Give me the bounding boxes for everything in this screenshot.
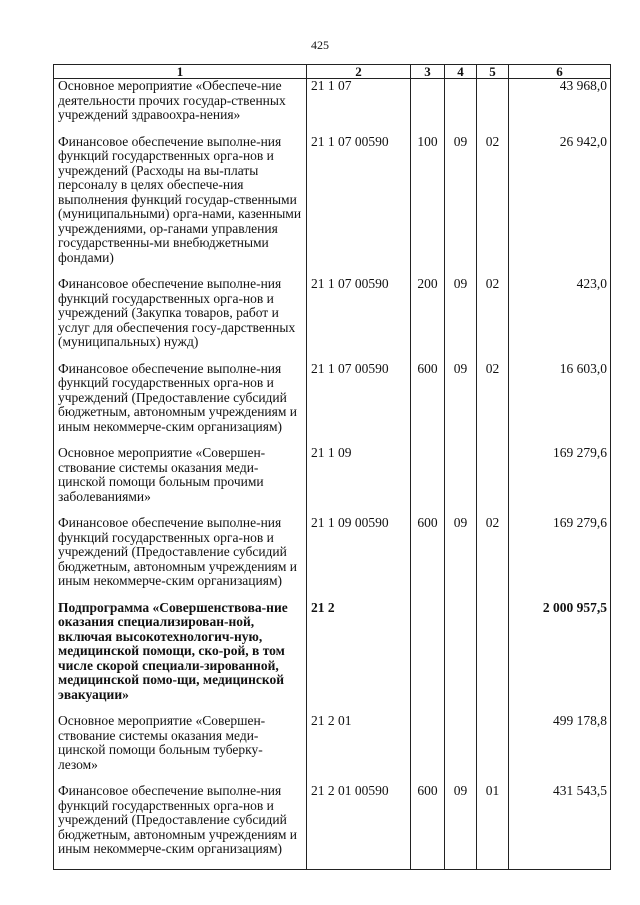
header-col-2: 2 <box>307 65 411 79</box>
row-code: 21 1 07 00590 <box>307 135 411 278</box>
row-name: Основное мероприятие «Совершен-ствование системы оказания меди-цинской помощи больным прочими заболеваниями» <box>54 446 307 516</box>
row-col4: 09 <box>445 277 477 362</box>
row-name: Финансовое обеспечение выполне-ния функций государственных орга-нов и учреждений (Закупка товаров, работ и услуг для обеспечения госу-дарственных (муниципальных) нужд) <box>54 277 307 362</box>
row-code: 21 1 09 00590 <box>307 516 411 601</box>
row-amount: 26 942,0 <box>509 135 611 278</box>
row-amount: 43 968,0 <box>509 79 611 135</box>
row-col3 <box>411 714 445 784</box>
row-amount: 499 178,8 <box>509 714 611 784</box>
table-row <box>54 714 611 784</box>
row-name: Финансовое обеспечение выполне-ния функций государственных орга-нов и учреждений (Предоставление субсидий бюджетным, автономным учреждениям и иным некоммерче-ским организациям) <box>54 362 307 447</box>
table-row <box>54 784 611 869</box>
row-col5: 02 <box>477 516 509 601</box>
row-col5 <box>477 79 509 135</box>
row-col3 <box>411 446 445 516</box>
row-col4 <box>445 714 477 784</box>
header-col-1: 1 <box>54 65 307 79</box>
row-code: 21 1 07 <box>307 79 411 135</box>
row-amount: 423,0 <box>509 277 611 362</box>
row-name: Финансовое обеспечение выполне-ния функций государственных орга-нов и учреждений (Предоставление субсидий бюджетным, автономным учреждениям и иным некоммерче-ским организациям) <box>54 516 307 601</box>
row-col5: 02 <box>477 362 509 447</box>
row-col4 <box>445 446 477 516</box>
row-col4: 09 <box>445 362 477 447</box>
row-name: Финансовое обеспечение выполне-ния функций государственных орга-нов и учреждений (Предоставление субсидий бюджетным, автономным учреждениям и иным некоммерче-ским организациям) <box>54 784 307 869</box>
row-col5 <box>477 446 509 516</box>
header-col-3: 3 <box>411 65 445 79</box>
row-name: Подпрограмма «Совершенствова-ние оказания специализирован-ной, включая высокотехнологич-ную, медицинской помощи, ско-рой, в том числе скорой специали-зированной, медицинской помо-щи, медицинской эвакуации» <box>54 601 307 715</box>
budget-table <box>53 64 611 870</box>
row-code: 21 1 07 00590 <box>307 362 411 447</box>
table-row <box>54 277 611 362</box>
row-col3 <box>411 79 445 135</box>
row-col4: 09 <box>445 516 477 601</box>
row-code: 21 1 09 <box>307 446 411 516</box>
row-amount: 169 279,6 <box>509 516 611 601</box>
row-col3: 600 <box>411 362 445 447</box>
table-row <box>54 135 611 278</box>
row-amount: 431 543,5 <box>509 784 611 869</box>
row-amount: 16 603,0 <box>509 362 611 447</box>
row-col3: 200 <box>411 277 445 362</box>
row-col5: 01 <box>477 784 509 869</box>
row-col4: 09 <box>445 135 477 278</box>
page-number: 425 <box>311 38 329 52</box>
header-col-4: 4 <box>445 65 477 79</box>
row-col5 <box>477 714 509 784</box>
row-code: 21 1 07 00590 <box>307 277 411 362</box>
row-code: 21 2 01 00590 <box>307 784 411 869</box>
table-row <box>54 362 611 447</box>
row-col4 <box>445 601 477 715</box>
header-row <box>54 65 611 79</box>
header-col-5: 5 <box>477 65 509 79</box>
table-row <box>54 516 611 601</box>
row-col5: 02 <box>477 135 509 278</box>
row-col4: 09 <box>445 784 477 869</box>
row-code: 21 2 <box>307 601 411 715</box>
row-amount: 169 279,6 <box>509 446 611 516</box>
row-col5: 02 <box>477 277 509 362</box>
row-col3: 600 <box>411 784 445 869</box>
row-name: Финансовое обеспечение выполне-ния функций государственных орга-нов и учреждений (Расходы на вы-платы персоналу в целях обеспече-ния выполнения функций государ-ственными (муниципальными) орга-нами, казенными учреждениями, ор-ганами управления государственны-ми внебюджетными фондами) <box>54 135 307 278</box>
row-col3 <box>411 601 445 715</box>
table-row-subprogram <box>54 601 611 715</box>
row-col3: 100 <box>411 135 445 278</box>
row-name: Основное мероприятие «Обеспече-ние деятельности прочих государ-ственных учреждений здравоохра-нения» <box>54 79 307 135</box>
row-code: 21 2 01 <box>307 714 411 784</box>
row-col4 <box>445 79 477 135</box>
row-col5 <box>477 601 509 715</box>
row-name: Основное мероприятие «Совершен-ствование системы оказания меди-цинской помощи больным туберку-лезом» <box>54 714 307 784</box>
header-col-6: 6 <box>509 65 611 79</box>
row-col3: 600 <box>411 516 445 601</box>
table-row <box>54 79 611 135</box>
row-amount: 2 000 957,5 <box>509 601 611 715</box>
table-row <box>54 446 611 516</box>
